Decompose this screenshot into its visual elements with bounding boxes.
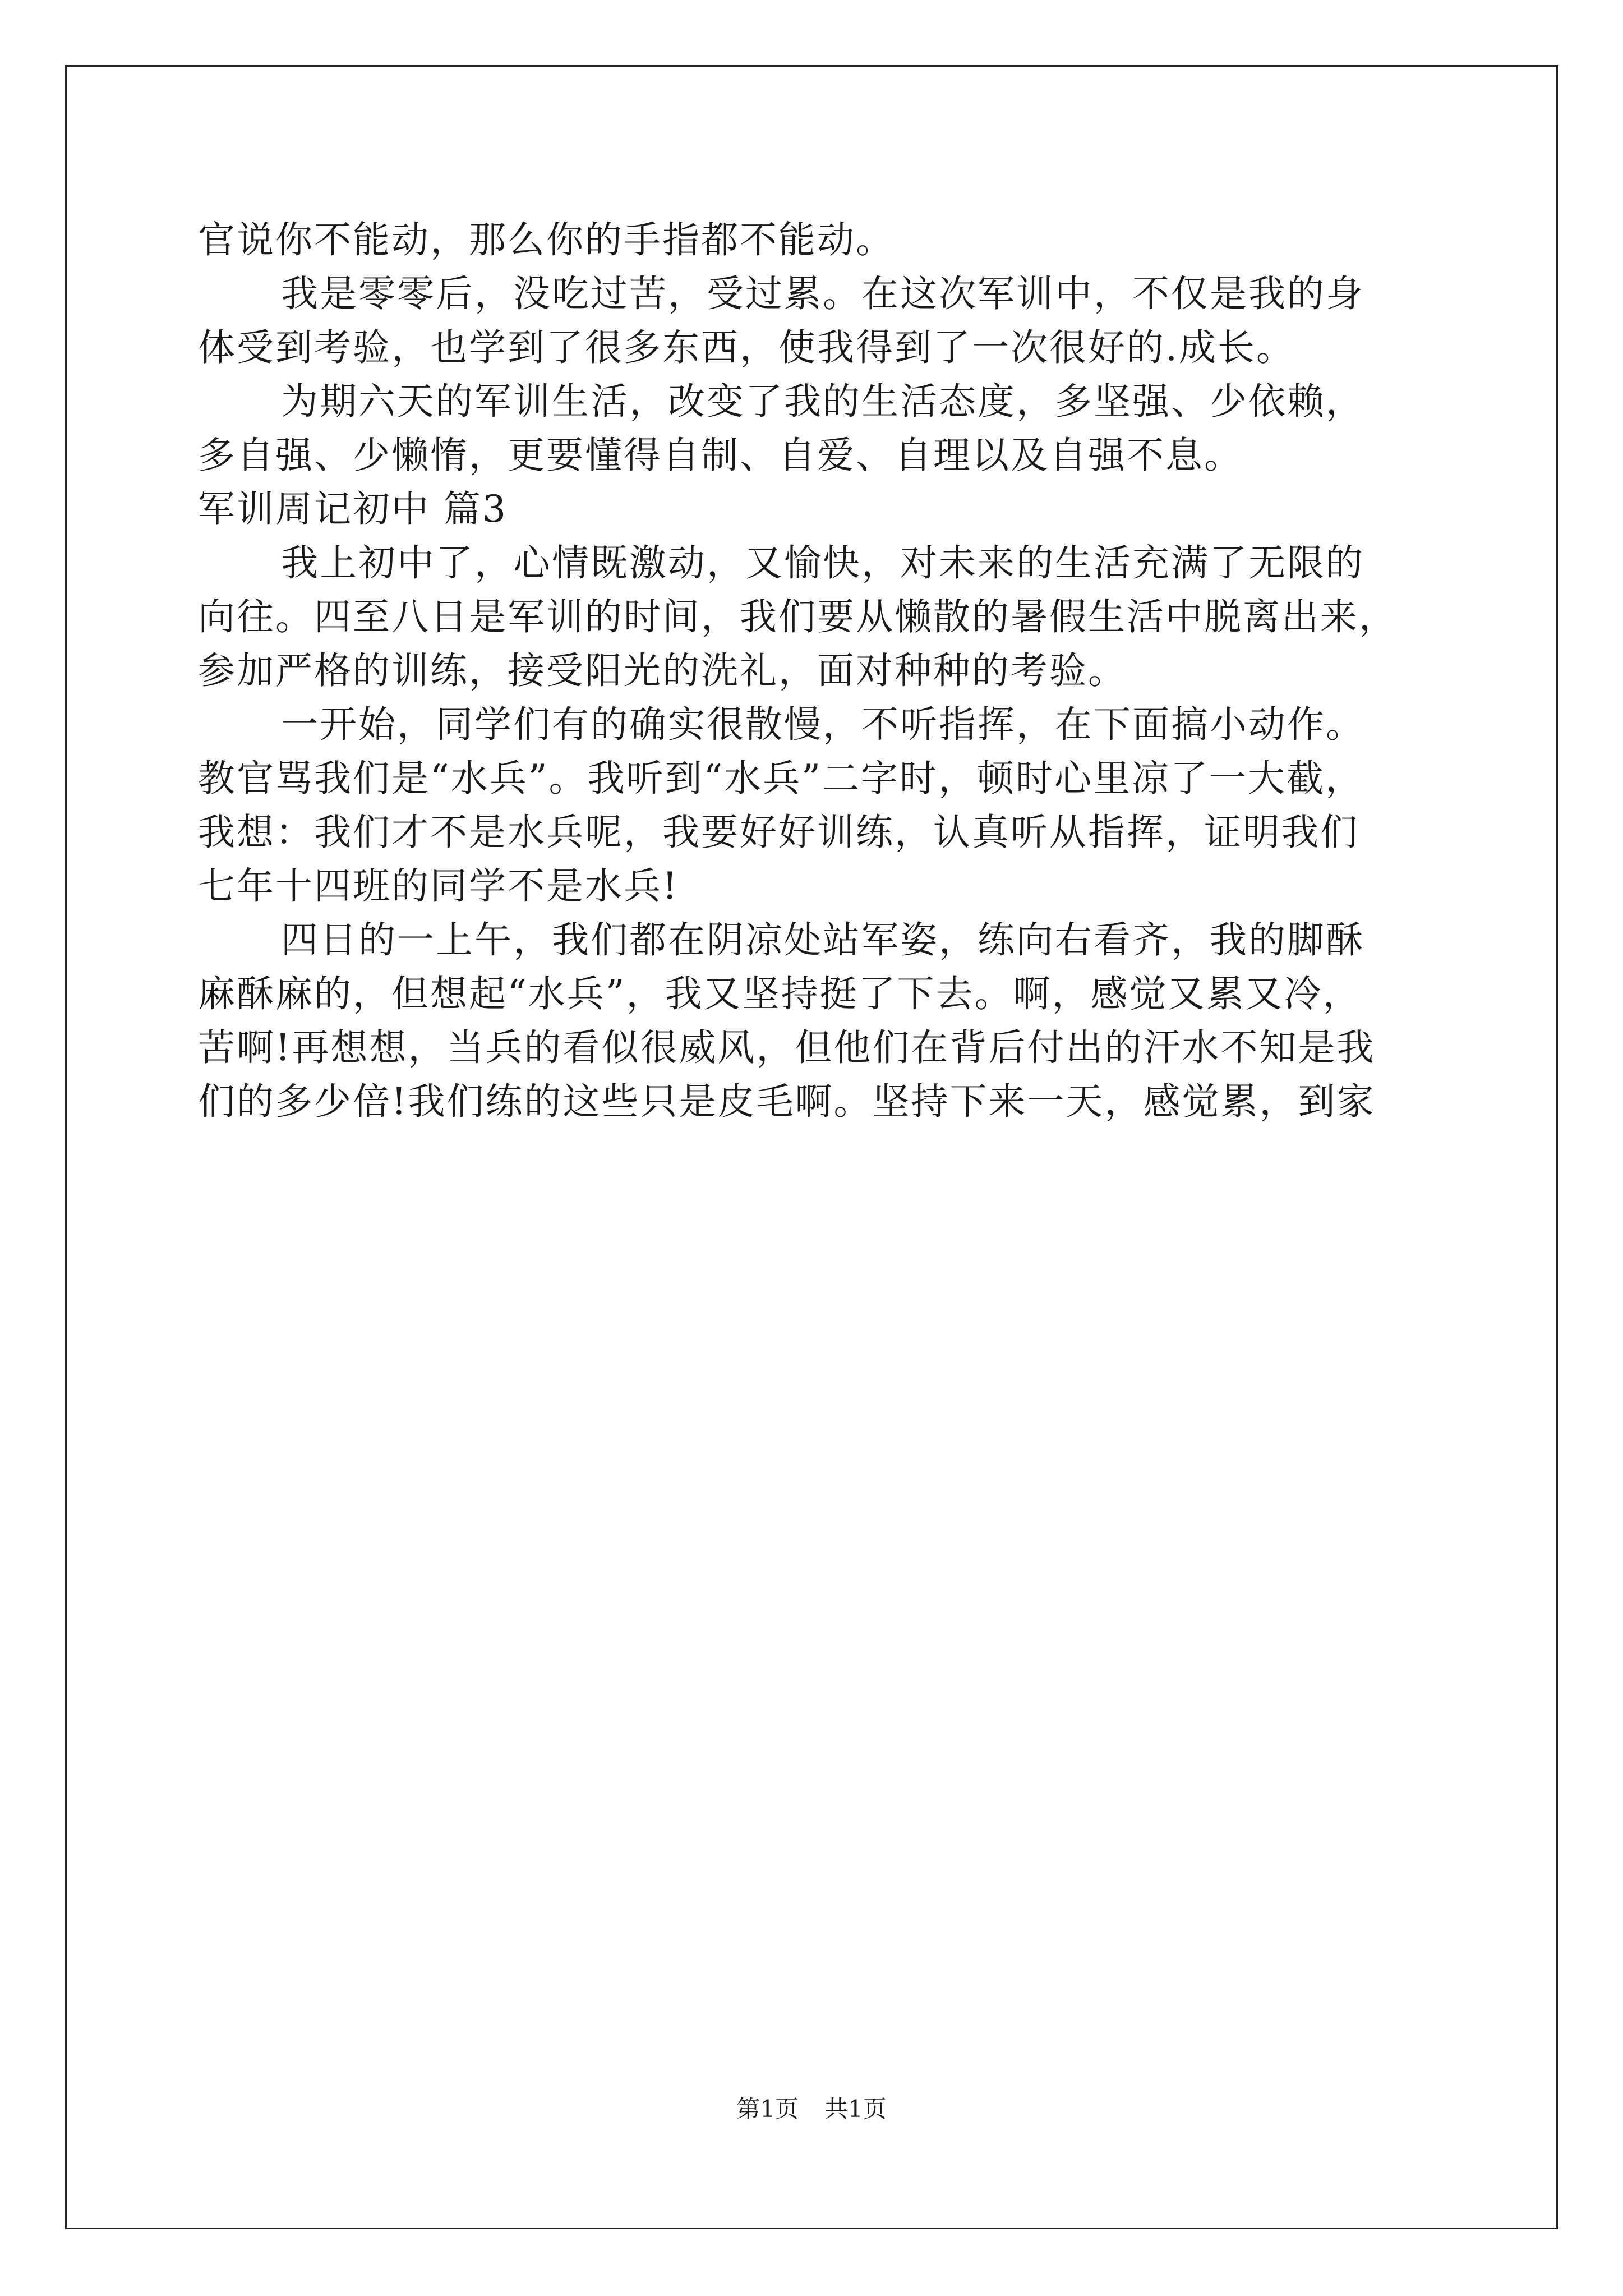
paragraph-start-line: 我是零零后，没吃过苦，受过累。在这次军训中，不仅是我的身: [281, 272, 1364, 315]
text-line: 向往。四至八日是军训的时间，我们要从懒散的暑假生活中脱离出来，: [198, 595, 1398, 638]
text-line: 苦啊!再想想，当兵的看似很威风，但他们在背后付出的汗水不知是我: [198, 1026, 1376, 1069]
page-footer: [0, 2093, 1623, 2125]
text-line: 们的多少倍!我们练的这些只是皮毛啊。坚持下来一天，感觉累，到家: [198, 1080, 1376, 1123]
text-line: 我想：我们才不是水兵呢，我要好好训练，认真听从指挥，证明我们: [198, 811, 1359, 854]
text-line: 七年十四班的同学不是水兵!: [198, 864, 679, 908]
paragraph-start-line: 四日的一上午，我们都在阴凉处站军姿，练向右看齐，我的脚酥: [281, 918, 1364, 961]
paragraph-start-line: 为期六天的军训生活，改变了我的生活态度，多坚强、少依赖，: [281, 380, 1364, 423]
paragraph-start-line: 一开始，同学们有的确实很散慢，不听指挥，在下面搞小动作。: [281, 703, 1364, 746]
text-line: 官说你不能动，那么你的手指都不能动。: [198, 218, 895, 261]
paragraph-start-line: 我上初中了，心情既激动，又愉快，对未来的生活充满了无限的: [281, 541, 1364, 585]
document-body: [198, 213, 1471, 1129]
text-line: 教官骂我们是“水兵”。我听到“水兵”二字时，顿时心里凉了一大截，: [198, 757, 1364, 800]
page-number-total: 共1页: [824, 2095, 887, 2123]
text-line: 体受到考验，也学到了很多东西，使我得到了一次很好的.成长。: [198, 326, 1295, 369]
text-line: 多自强、少懒惰，更要懂得自制、自爱、自理以及自强不息。: [198, 434, 1243, 477]
page-number-current: 第1页: [736, 2095, 799, 2123]
section-heading: 军训周记初中 篇3: [198, 487, 508, 531]
text-line: 麻酥麻的，但想起“水兵”，我又坚持挺了下去。啊，感觉又累又冷，: [198, 972, 1362, 1015]
text-line: 参加严格的训练，接受阳光的洗礼，面对种种的考验。: [198, 649, 1127, 692]
